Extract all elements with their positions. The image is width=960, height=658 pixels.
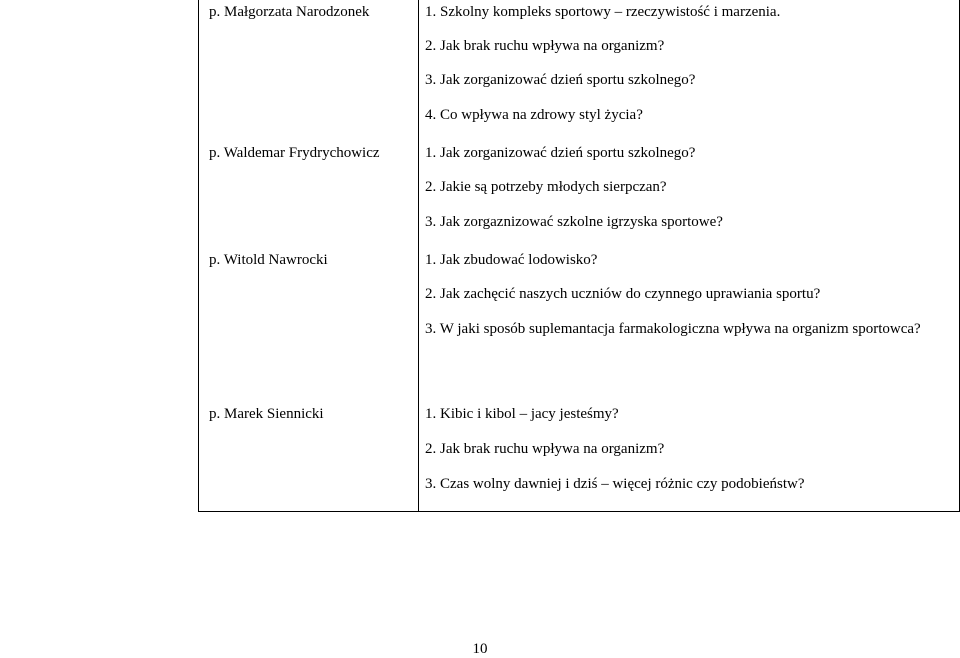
teacher-name: p. Waldemar Frydrychowicz — [209, 145, 380, 161]
topic-item: 2. Jakie są potrzeby młodych sierpczan? — [425, 179, 667, 195]
topic-item: 1. Jak zorganizować dzień sportu szkolnego? — [425, 145, 696, 161]
topic-item: 2. Jak zachęcić naszych uczniów do czynnego uprawiania sportu? — [425, 286, 821, 302]
topic-item: 3. Jak zorgaznizować szkolne igrzyska sportowe? — [425, 214, 723, 230]
topic-item: 2. Jak brak ruchu wpływa na organizm? — [425, 441, 665, 457]
teacher-name: p. Marek Siennicki — [209, 406, 324, 422]
topic-item: 4. Co wpływa na zdrowy styl życia? — [425, 107, 643, 123]
topic-item: 2. Jak brak ruchu wpływa na organizm? — [425, 38, 665, 54]
column-divider — [418, 0, 419, 511]
topic-item: 1. Szkolny kompleks sportowy – rzeczywistość i marzenia. — [425, 4, 781, 20]
teacher-name: p. Witold Nawrocki — [209, 252, 328, 268]
topic-item: 1. Jak zbudować lodowisko? — [425, 252, 598, 268]
topic-item: 3. W jaki sposób suplemantacja farmakologiczna wpływa na organizm sportowca? — [425, 321, 921, 337]
topic-item: 3. Czas wolny dawniej i dziś – więcej różnic czy podobieństw? — [425, 476, 805, 492]
topic-item: 1. Kibic i kibol – jacy jesteśmy? — [425, 406, 619, 422]
topic-item: 3. Jak zorganizować dzień sportu szkolnego? — [425, 72, 696, 88]
page-number: 10 — [472, 641, 488, 657]
teacher-name: p. Małgorzata Narodzonek — [209, 4, 370, 20]
topics-table — [198, 0, 960, 512]
